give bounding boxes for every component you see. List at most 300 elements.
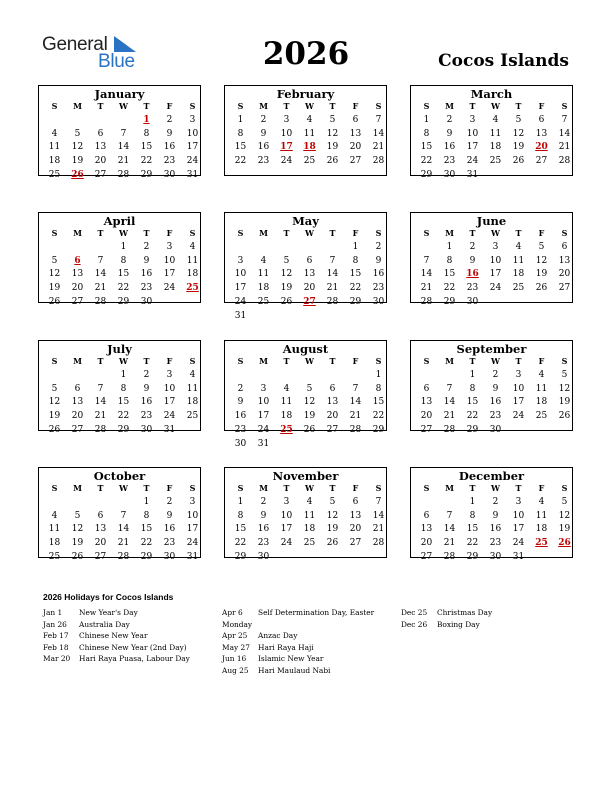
week-row: [39, 496, 200, 510]
day-cell: 30: [140, 296, 153, 307]
week-row: [411, 141, 572, 155]
day-cell: 3: [515, 497, 522, 507]
day-cell: 24: [163, 411, 176, 422]
day-cell: 28: [326, 296, 339, 307]
day-cell: 7: [423, 255, 430, 266]
day-cell: 19: [48, 411, 61, 422]
holidays-title: 2026 Holidays for Cocos Islands: [43, 592, 174, 602]
weekday-header: S: [237, 483, 244, 493]
week-row: [411, 255, 572, 269]
day-cell: 10: [186, 128, 199, 139]
day-cell: 2: [260, 497, 267, 507]
day-cell: 19: [326, 524, 339, 535]
weekday-header: F: [538, 483, 545, 493]
day-cell: 24: [280, 156, 293, 167]
day-cell: 19: [326, 142, 339, 153]
day-cell: 28: [443, 424, 456, 435]
day-cell: 20: [420, 538, 433, 549]
day-cell: 4: [283, 383, 290, 394]
day-cell: 4: [51, 128, 58, 139]
day-cell: 21: [94, 411, 107, 422]
day-cell: 18: [489, 142, 502, 153]
weekday-header: T: [97, 228, 104, 238]
weekday-header: F: [352, 483, 359, 493]
weekday-header: S: [561, 356, 568, 366]
day-cell: 12: [326, 128, 339, 139]
weekday-header: S: [237, 356, 244, 366]
day-cell: 30: [466, 296, 479, 307]
day-cell: 18: [48, 538, 61, 549]
week-row: [39, 551, 200, 565]
week-row: [411, 155, 572, 169]
week-row: [225, 268, 386, 282]
day-cell: 22: [117, 283, 130, 294]
day-cell: 23: [163, 538, 176, 549]
weekday-header: S: [237, 228, 244, 238]
day-cell: 15: [117, 269, 130, 280]
month-name: December: [458, 469, 525, 483]
day-cell: 11: [48, 142, 61, 153]
day-cell: 22: [234, 156, 247, 167]
month-name: February: [276, 87, 335, 101]
day-cell: 14: [558, 128, 571, 139]
day-cell: 21: [420, 283, 433, 294]
holiday-name: Hari Raya Puasa, Labour Day: [79, 654, 190, 663]
weekday-header: T: [283, 101, 290, 111]
day-cell: 11: [512, 255, 525, 266]
month-name: October: [93, 469, 146, 483]
week-row: [39, 114, 200, 128]
month-february: [224, 85, 387, 176]
week-row: [411, 369, 572, 383]
day-cell: 26: [326, 156, 339, 167]
day-cell: 27: [558, 283, 571, 294]
day-cell: 14: [443, 397, 456, 408]
weekday-header-row: [411, 227, 572, 241]
day-cell: 12: [280, 269, 293, 280]
holiday-date: Feb 17: [43, 631, 69, 640]
month-september: [410, 340, 573, 435]
weekday-header: F: [166, 101, 173, 111]
day-cell: 30: [163, 169, 176, 180]
day-cell: 8: [143, 510, 150, 521]
day-cell: 21: [443, 411, 456, 422]
weekday-header: F: [538, 101, 545, 111]
day-cell: 24: [512, 411, 525, 422]
weekday-header: T: [515, 101, 522, 111]
day-cell: 21: [372, 142, 385, 153]
month-november: [224, 467, 387, 562]
day-cell: 29: [466, 424, 479, 435]
day-cell: 9: [375, 255, 382, 266]
day-cell: 20: [349, 142, 362, 153]
day-cell: 27: [326, 424, 339, 435]
day-cell: 27: [94, 551, 107, 562]
holiday-name: Hari Maulaud Nabi: [258, 665, 331, 675]
day-cell: 22: [140, 156, 153, 167]
day-cell: 18: [535, 397, 548, 408]
weekday-header: T: [515, 483, 522, 493]
day-cell: 24: [466, 156, 479, 167]
weekday-header: S: [51, 483, 58, 493]
weekday-header-row: [225, 227, 386, 241]
day-cell: 14: [372, 510, 385, 521]
day-cell: 16: [257, 524, 270, 535]
day-cell: 25: [48, 169, 61, 180]
day-cell: 3: [492, 242, 499, 252]
weekday-header: M: [259, 356, 268, 366]
day-cell: 7: [446, 510, 453, 521]
weekday-header-row: [411, 355, 572, 369]
day-cell: 21: [117, 156, 130, 167]
day-cell: 20: [420, 411, 433, 422]
weekday-header: S: [51, 356, 58, 366]
day-cell: 24: [234, 296, 247, 307]
day-cell: 3: [189, 115, 196, 125]
day-cell: 26: [326, 538, 339, 549]
day-cell: 30: [257, 551, 270, 562]
day-cell: 11: [303, 510, 316, 521]
day-cell: 8: [469, 510, 476, 521]
week-row: [39, 369, 200, 383]
weekday-header: T: [143, 356, 150, 366]
weekday-header: T: [469, 483, 476, 493]
weekday-header: S: [375, 228, 382, 238]
day-cell: 25: [489, 156, 502, 167]
day-cell: 23: [489, 411, 502, 422]
day-cell: 11: [280, 397, 293, 408]
day-cell: 5: [74, 510, 81, 521]
week-row: [411, 523, 572, 537]
day-cell: 23: [163, 156, 176, 167]
day-cell: 18: [186, 269, 199, 280]
weekday-header: F: [352, 228, 359, 238]
day-cell: 15: [372, 397, 385, 408]
day-cell: 9: [260, 128, 267, 139]
day-cell: 14: [420, 269, 433, 280]
day-cell: 26: [48, 296, 61, 307]
month-december: [410, 467, 573, 562]
day-cell: 17: [234, 283, 247, 294]
day-cell: 20: [349, 524, 362, 535]
day-cell: 5: [74, 128, 81, 139]
day-cell: 29: [349, 296, 362, 307]
day-cell: 30: [489, 424, 502, 435]
week-row: [39, 268, 200, 282]
week-row: [39, 410, 200, 424]
weekday-header: W: [491, 101, 500, 111]
day-cell: 3: [260, 383, 267, 394]
day-cell: 10: [234, 269, 247, 280]
day-cell: 23: [234, 424, 247, 435]
day-cell: 11: [186, 383, 199, 394]
holiday-day-cell: 17: [280, 142, 293, 153]
holiday-name: Australia Day: [79, 619, 130, 629]
day-cell: 11: [535, 510, 548, 521]
day-cell: 22: [349, 283, 362, 294]
day-cell: 3: [283, 497, 290, 507]
weekday-header: T: [143, 483, 150, 493]
day-cell: 2: [469, 242, 476, 252]
day-cell: 21: [94, 283, 107, 294]
day-cell: 19: [71, 538, 84, 549]
weekday-header: W: [491, 483, 500, 493]
holiday-date: May 27: [222, 642, 250, 652]
week-row: [225, 424, 386, 438]
day-cell: 3: [166, 242, 173, 252]
day-cell: 13: [558, 255, 571, 266]
day-cell: 4: [260, 255, 267, 266]
week-row: [225, 523, 386, 537]
week-row: [225, 410, 386, 424]
week-row: [39, 128, 200, 142]
day-cell: 12: [558, 510, 571, 521]
day-cell: 15: [466, 524, 479, 535]
week-row: [39, 255, 200, 269]
holiday-date: Apr 25: [222, 631, 248, 640]
weekday-header: S: [423, 356, 430, 366]
day-cell: 15: [234, 142, 247, 153]
weekday-header-row: [225, 482, 386, 496]
day-cell: 21: [117, 538, 130, 549]
weekday-header-row: [225, 355, 386, 369]
day-cell: 22: [117, 411, 130, 422]
day-cell: 9: [143, 383, 150, 394]
day-cell: 25: [186, 411, 199, 422]
week-row: [411, 396, 572, 410]
day-cell: 15: [420, 142, 433, 153]
day-cell: 19: [303, 411, 316, 422]
weekday-header: M: [259, 101, 268, 111]
day-cell: 31: [186, 551, 199, 562]
day-cell: 18: [535, 524, 548, 535]
day-cell: 27: [420, 424, 433, 435]
week-row: [39, 141, 200, 155]
day-cell: 5: [283, 255, 290, 266]
holiday-date: Mar 20: [43, 654, 71, 663]
day-cell: 9: [446, 128, 453, 139]
holiday-date: Apr 6: [222, 608, 243, 617]
day-cell: 5: [538, 242, 545, 252]
weekday-header: M: [73, 356, 82, 366]
day-cell: 22: [466, 411, 479, 422]
day-cell: 1: [120, 370, 127, 380]
day-cell: 3: [469, 115, 476, 125]
weekday-header: M: [73, 101, 82, 111]
holiday-day-cell: 20: [535, 142, 548, 153]
day-cell: 18: [512, 269, 525, 280]
holiday-day-cell: 25: [535, 538, 548, 549]
day-cell: 13: [94, 524, 107, 535]
weekday-header: M: [445, 228, 454, 238]
month-june: [410, 212, 573, 307]
week-row: [225, 537, 386, 551]
week-row: [39, 155, 200, 169]
day-cell: 8: [143, 128, 150, 139]
day-cell: 16: [140, 397, 153, 408]
day-cell: 6: [561, 242, 568, 252]
day-cell: 31: [512, 551, 525, 562]
day-cell: 13: [71, 397, 84, 408]
holiday-name: Boxing Day: [437, 619, 480, 629]
week-row: [411, 114, 572, 128]
day-cell: 15: [466, 397, 479, 408]
weekday-header: W: [119, 356, 128, 366]
weekday-header: T: [329, 356, 336, 366]
day-cell: 9: [166, 128, 173, 139]
day-cell: 23: [466, 283, 479, 294]
weekday-header: T: [329, 483, 336, 493]
day-cell: 19: [71, 156, 84, 167]
week-row: [411, 169, 572, 183]
day-cell: 6: [352, 497, 359, 507]
month-october: [38, 467, 201, 562]
day-cell: 15: [117, 397, 130, 408]
day-cell: 13: [535, 128, 548, 139]
weekday-header-row: [39, 227, 200, 241]
day-cell: 29: [117, 296, 130, 307]
day-cell: 5: [329, 497, 336, 507]
day-cell: 7: [446, 383, 453, 394]
day-cell: 8: [446, 255, 453, 266]
day-cell: 9: [492, 510, 499, 521]
day-cell: 23: [140, 411, 153, 422]
day-cell: 10: [489, 255, 502, 266]
day-cell: 24: [163, 283, 176, 294]
day-cell: 14: [443, 524, 456, 535]
day-cell: 24: [257, 424, 270, 435]
weekday-header: M: [259, 228, 268, 238]
day-cell: 2: [166, 497, 173, 507]
day-cell: 17: [257, 411, 270, 422]
weekday-header: W: [305, 228, 314, 238]
weekday-header-row: [411, 100, 572, 114]
day-cell: 9: [166, 510, 173, 521]
weekday-header-row: [39, 355, 200, 369]
day-cell: 13: [349, 510, 362, 521]
day-cell: 13: [349, 128, 362, 139]
day-cell: 2: [492, 370, 499, 380]
day-cell: 12: [512, 128, 525, 139]
day-cell: 4: [306, 497, 313, 507]
day-cell: 4: [538, 497, 545, 507]
weekday-header: S: [375, 101, 382, 111]
day-cell: 20: [558, 269, 571, 280]
weekday-header: S: [189, 483, 196, 493]
day-cell: 6: [423, 383, 430, 394]
day-cell: 21: [326, 283, 339, 294]
day-cell: 4: [189, 242, 196, 252]
day-cell: 31: [234, 310, 247, 321]
week-row: [225, 114, 386, 128]
day-cell: 27: [535, 156, 548, 167]
week-row: [39, 510, 200, 524]
weekday-header: S: [561, 228, 568, 238]
week-row: [225, 551, 386, 565]
week-row: [225, 438, 386, 452]
holiday-name: Hari Raya Haji: [258, 642, 314, 652]
month-august: [224, 340, 387, 449]
weekday-header: T: [97, 483, 104, 493]
weekday-header: S: [189, 101, 196, 111]
day-cell: 31: [257, 438, 270, 449]
day-cell: 10: [512, 510, 525, 521]
day-cell: 13: [420, 524, 433, 535]
logo-text-general: General: [42, 34, 108, 55]
day-cell: 12: [535, 255, 548, 266]
day-cell: 21: [372, 524, 385, 535]
day-cell: 16: [443, 142, 456, 153]
day-cell: 13: [71, 269, 84, 280]
day-cell: 18: [48, 156, 61, 167]
day-cell: 27: [71, 296, 84, 307]
day-cell: 7: [97, 255, 104, 266]
day-cell: 5: [561, 370, 568, 380]
weekday-header: T: [329, 228, 336, 238]
day-cell: 4: [538, 370, 545, 380]
day-cell: 26: [71, 551, 84, 562]
day-cell: 25: [535, 411, 548, 422]
day-cell: 10: [257, 397, 270, 408]
day-cell: 29: [420, 169, 433, 180]
day-cell: 4: [51, 510, 58, 521]
weekday-header: T: [283, 228, 290, 238]
weekday-header: M: [445, 101, 454, 111]
weekday-header: S: [51, 101, 58, 111]
month-name: January: [94, 87, 145, 101]
day-cell: 10: [163, 383, 176, 394]
day-cell: 3: [189, 497, 196, 507]
day-cell: 28: [94, 296, 107, 307]
calendar-country: Cocos Islands: [438, 51, 569, 71]
day-cell: 11: [186, 255, 199, 266]
weekday-header-row: [225, 100, 386, 114]
day-cell: 30: [443, 169, 456, 180]
holiday-date: Aug 25: [222, 665, 249, 675]
weekday-header: F: [538, 356, 545, 366]
weekday-header: S: [423, 101, 430, 111]
weekday-header: W: [305, 483, 314, 493]
day-cell: 17: [489, 269, 502, 280]
day-cell: 28: [443, 551, 456, 562]
week-row: [225, 310, 386, 324]
weekday-header: T: [97, 356, 104, 366]
day-cell: 30: [372, 296, 385, 307]
weekday-header: F: [166, 483, 173, 493]
month-january: [38, 85, 201, 180]
day-cell: 11: [48, 524, 61, 535]
day-cell: 11: [535, 383, 548, 394]
day-cell: 8: [120, 383, 127, 394]
holiday-day-cell: 1: [143, 115, 150, 125]
holiday-name: Anzac Day: [258, 631, 298, 640]
day-cell: 26: [512, 156, 525, 167]
week-row: [39, 383, 200, 397]
day-cell: 6: [97, 510, 104, 521]
day-cell: 24: [186, 538, 199, 549]
holiday-day-cell: 25: [186, 283, 199, 294]
day-cell: 10: [512, 383, 525, 394]
day-cell: 15: [140, 524, 153, 535]
month-april: [38, 212, 201, 307]
weekday-header: S: [51, 228, 58, 238]
day-cell: 30: [163, 551, 176, 562]
day-cell: 7: [97, 383, 104, 394]
day-cell: 2: [143, 242, 150, 252]
day-cell: 3: [283, 115, 290, 125]
day-cell: 18: [303, 524, 316, 535]
holiday-date: Jan 26: [43, 619, 67, 629]
